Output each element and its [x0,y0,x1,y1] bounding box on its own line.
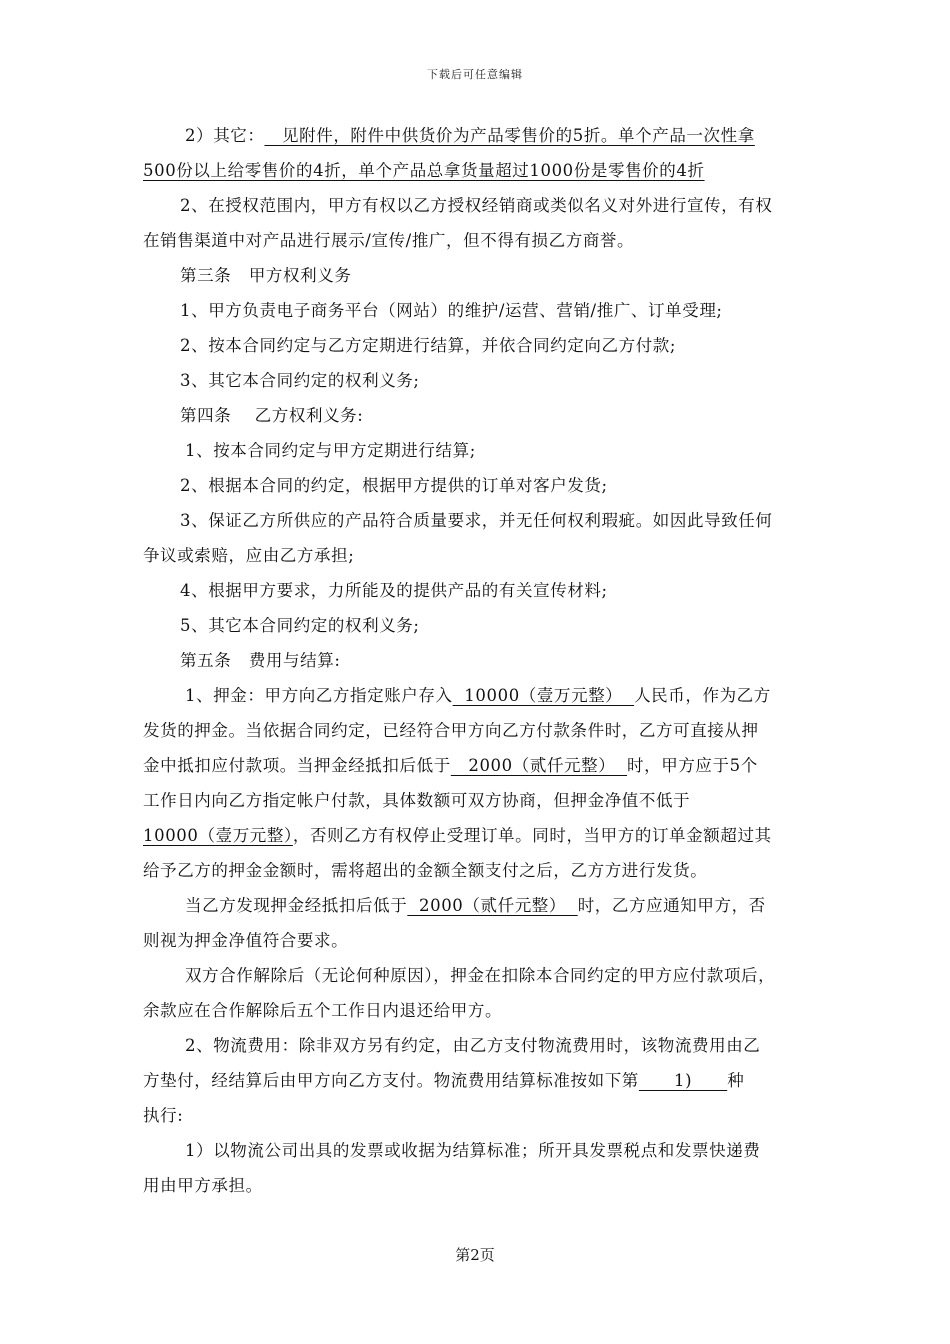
line-text: 2、在授权范围内，甲方有权以乙方授权经销商或类似名义对外进行宣传，有权 [180,196,773,215]
line-text: 第五条 费用与结算: [180,651,341,670]
line-text: 1、按本合同约定与甲方定期进行结算; [185,441,476,460]
text-line [143,468,851,503]
text-line [143,853,851,888]
line-text: 时，甲方应于5个 [627,756,758,775]
line-text: 工作日内向乙方指定帐户付款，具体数额可双方协商，但押金净值不低于 [143,791,691,810]
text-line [143,153,851,188]
line-text: 2、按本合同约定与乙方定期进行结算，并依合同约定向乙方付款; [180,336,677,355]
text-line [143,888,851,923]
underlined-field: 1) [638,1071,728,1090]
text-line [143,748,851,783]
line-text: ，否则乙方有权停止受理订单。同时，当甲方的订单金额超过其 [292,826,772,845]
line-text: 方垫付，经结算后由甲方向乙方支付。物流费用结算标准按如下第 [143,1071,639,1090]
text-line [143,818,851,853]
text-line [143,538,851,573]
text-line [143,1063,851,1098]
line-text: 5、其它本合同约定的权利义务; [180,616,420,635]
line-text: 争议或索赔，应由乙方承担; [143,546,355,565]
line-text: 2）其它： [185,126,265,145]
line-text: 2、根据本合同的约定，根据甲方提供的订单对客户发货; [180,476,608,495]
line-text: 3、保证乙方所供应的产品符合质量要求，并无任何权利瑕疵。如因此导致任何 [180,511,773,530]
text-line [143,678,851,713]
underlined-field: 2000（贰仟元整） [450,756,628,775]
text-line [143,993,851,1028]
text-line [143,1168,851,1203]
underlined-field: 2000（贰仟元整） [407,896,578,915]
text-line [143,923,851,958]
text-line [143,293,851,328]
line-text: 发货的押金。当依据合同约定，已经符合甲方向乙方付款条件时，乙方可直接从押 [143,721,759,740]
underlined-field: 500份以上给零售价的4折，单个产品总拿货量超过1000份是零售价的4折 [143,161,705,180]
line-text: 种 [727,1071,745,1090]
line-text: 金中抵扣应付款项。当押金经抵扣后低于 [143,756,451,775]
line-text: 当乙方发现押金经抵扣后低于 [185,896,408,915]
line-text: 4、根据甲方要求，力所能及的提供产品的有关宣传材料; [180,581,608,600]
line-text: 3、其它本合同约定的权利义务; [180,371,420,390]
line-text: 用由甲方承担。 [143,1176,263,1195]
text-line [143,328,851,363]
text-line [143,363,851,398]
line-text: 1）以物流公司出具的发票或收据为结算标准；所开具发票税点和发票快递费 [185,1141,761,1160]
document-body [143,118,851,1203]
line-text: 在销售渠道中对产品进行展示/宣传/推广，但不得有损乙方商誉。 [143,231,635,250]
line-text: 双方合作解除后（无论何种原因），押金在扣除本合同约定的甲方应付款项后， [185,966,776,985]
line-text: 时，乙方应通知甲方，否 [577,896,766,915]
text-line [143,118,851,153]
text-line [143,223,851,258]
line-text: 执行: [143,1106,184,1125]
page-header: 下载后可任意编辑 [427,68,523,81]
text-line [143,608,851,643]
line-text: 则视为押金净值符合要求。 [143,931,349,950]
text-line [143,643,851,678]
text-line [143,398,851,433]
text-line [143,783,851,818]
text-line [143,713,851,748]
line-text: 1、押金：甲方向乙方指定账户存入 [185,686,453,705]
underlined-field: 见附件，附件中供货价为产品零售价的5折。单个产品一次性拿 [264,126,755,145]
text-line [143,573,851,608]
text-line [143,1098,851,1133]
line-text: 余款应在合作解除后五个工作日内退还给甲方。 [143,1001,503,1020]
text-line [143,433,851,468]
text-line [143,258,851,293]
line-text: 第四条 乙方权利义务: [180,406,364,425]
underlined-field: 10000（壹万元整） [143,826,293,845]
underlined-field: 10000（壹万元整） [452,686,635,705]
line-text: 第三条 甲方权利义务 [180,266,352,285]
text-line [143,1133,851,1168]
line-text: 1、甲方负责电子商务平台（网站）的维护/运营、营销/推广、订单受理; [180,301,723,320]
page-number: 第2页 [455,1246,495,1264]
line-text: 给予乙方的押金金额时，需将超出的金额全额支付之后，乙方方进行发货。 [143,861,708,880]
text-line [143,1028,851,1063]
text-line [143,188,851,223]
line-text: 2、物流费用：除非双方另有约定，由乙方支付物流费用时，该物流费用由乙 [185,1036,761,1055]
text-line [143,958,851,993]
line-text: 人民币，作为乙方 [634,686,771,705]
text-line [143,503,851,538]
